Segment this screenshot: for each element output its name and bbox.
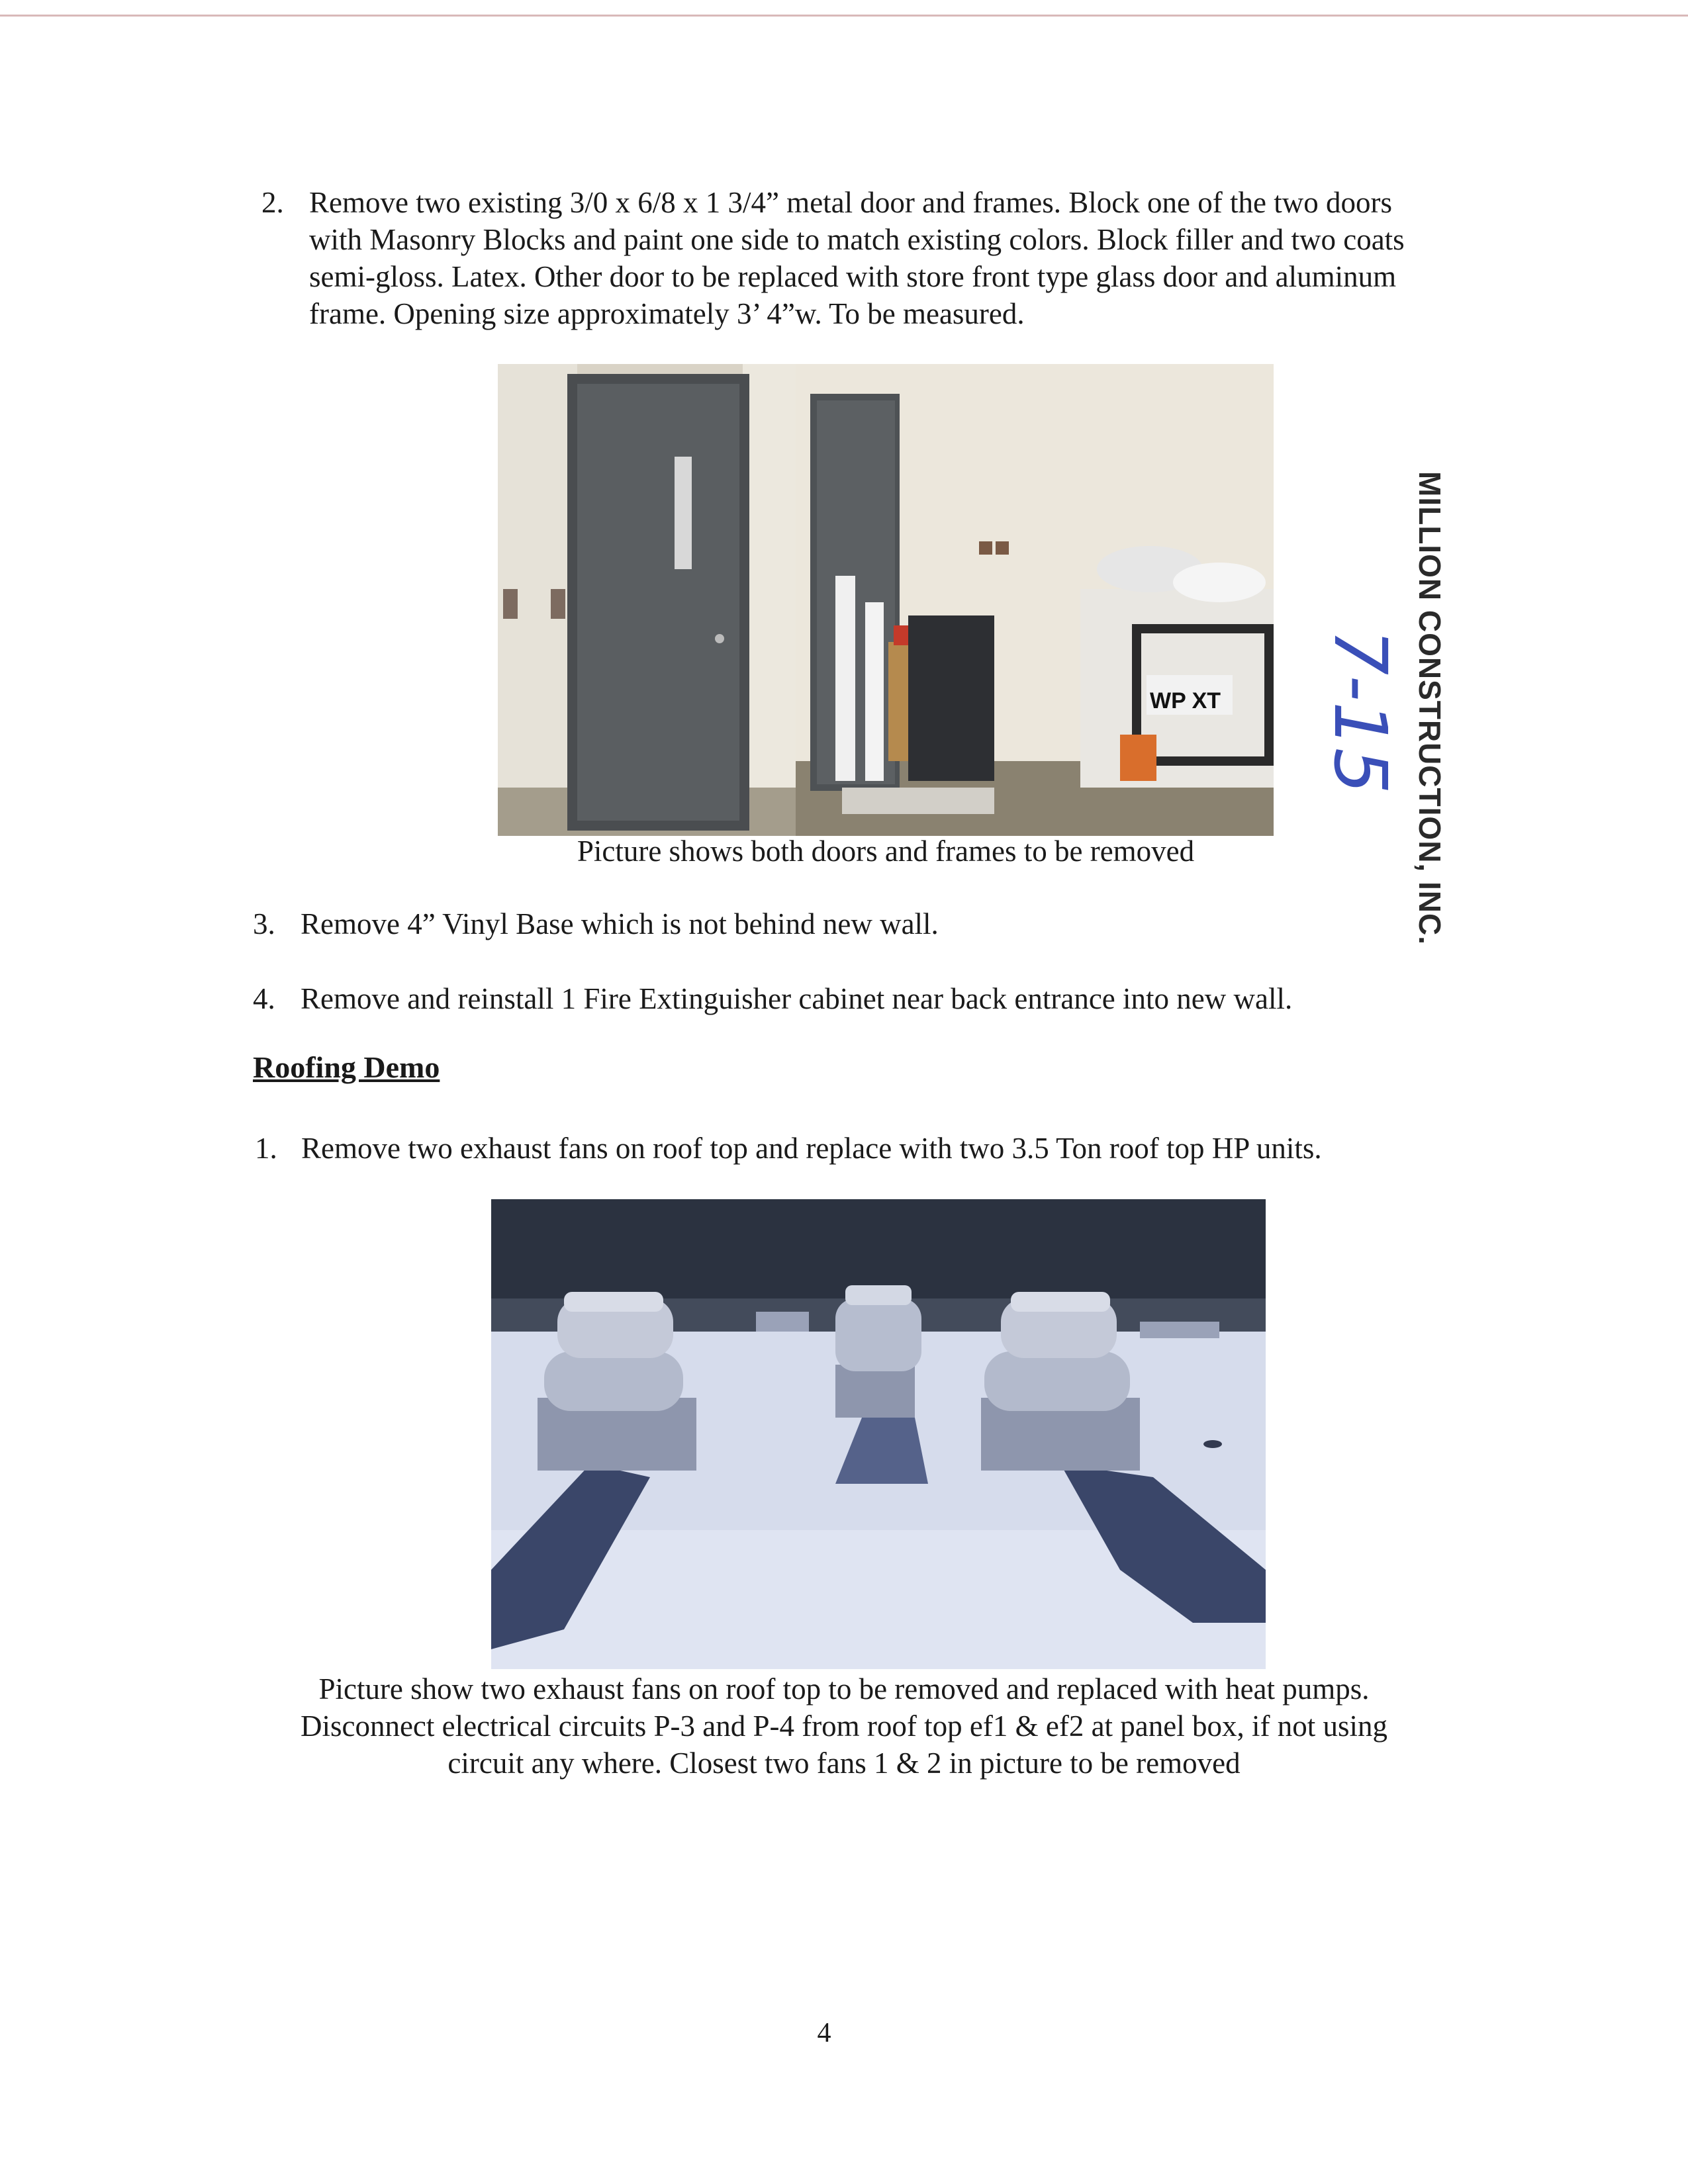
photo-roof-caption xyxy=(218,1670,1470,1782)
section-heading-roofing-demo: Roofing Demo xyxy=(253,1050,440,1084)
demo-item-2 xyxy=(261,184,1519,336)
caption-line: Picture show two exhaust fans on roof top to be removed and replaced with heat pumps. xyxy=(318,1672,1370,1706)
item-text-line: semi-gloss. Latex. Other door to be replaced with store front type glass door and aluminum xyxy=(309,260,1397,293)
doors-photo-illustration xyxy=(498,364,1274,836)
photo-roof-exhaust-fans xyxy=(491,1199,1266,1669)
item-number: 4. xyxy=(253,982,275,1015)
photo-doors-caption: Picture shows both doors and frames to be removed xyxy=(577,835,1195,868)
roofing-item-1 xyxy=(255,1130,1513,1169)
item-text-line: with Masonry Blocks and paint one side to match existing colors. Block filler and two coats xyxy=(309,223,1405,256)
company-stamp-text: MILLION CONSTRUCTION, INC. xyxy=(1413,471,1447,945)
photo-doors-and-frames xyxy=(498,364,1274,836)
page-number: 4 xyxy=(817,2018,831,2048)
item-text: Remove two exhaust fans on roof top and replace with two 3.5 Ton roof top HP units. xyxy=(301,1132,1322,1165)
demo-item-3 xyxy=(253,905,1444,945)
item-text: Remove 4” Vinyl Base which is not behind new wall. xyxy=(301,907,939,940)
item-text-line: Remove two existing 3/0 x 6/8 x 1 3/4” metal door and frames. Block one of the two doors xyxy=(309,186,1392,219)
top-edge-line xyxy=(0,15,1688,17)
roof-photo-illustration xyxy=(491,1199,1266,1669)
handwritten-note xyxy=(1311,596,1410,827)
demo-item-4 xyxy=(253,980,1511,1020)
company-stamp xyxy=(1403,471,1456,945)
item-text: Remove and reinstall 1 Fire Extinguisher cabinet near back entrance into new wall. xyxy=(301,982,1293,1015)
box-label-text: WP XT xyxy=(1150,688,1221,713)
item-text xyxy=(309,184,1405,332)
caption-line: Disconnect electrical circuits P-3 and P-4 from roof top ef1 & ef2 at panel box, if not using xyxy=(300,1709,1388,1743)
item-number: 3. xyxy=(253,907,275,940)
handwritten-note-text: 7-15 xyxy=(1318,629,1403,794)
item-text-line: frame. Opening size approximately 3’ 4”w. To be measured. xyxy=(309,297,1025,330)
item-number: 1. xyxy=(255,1132,277,1165)
item-number: 2. xyxy=(261,186,284,219)
caption-line: circuit any where. Closest two fans 1 & 2 in picture to be removed xyxy=(447,1747,1241,1780)
